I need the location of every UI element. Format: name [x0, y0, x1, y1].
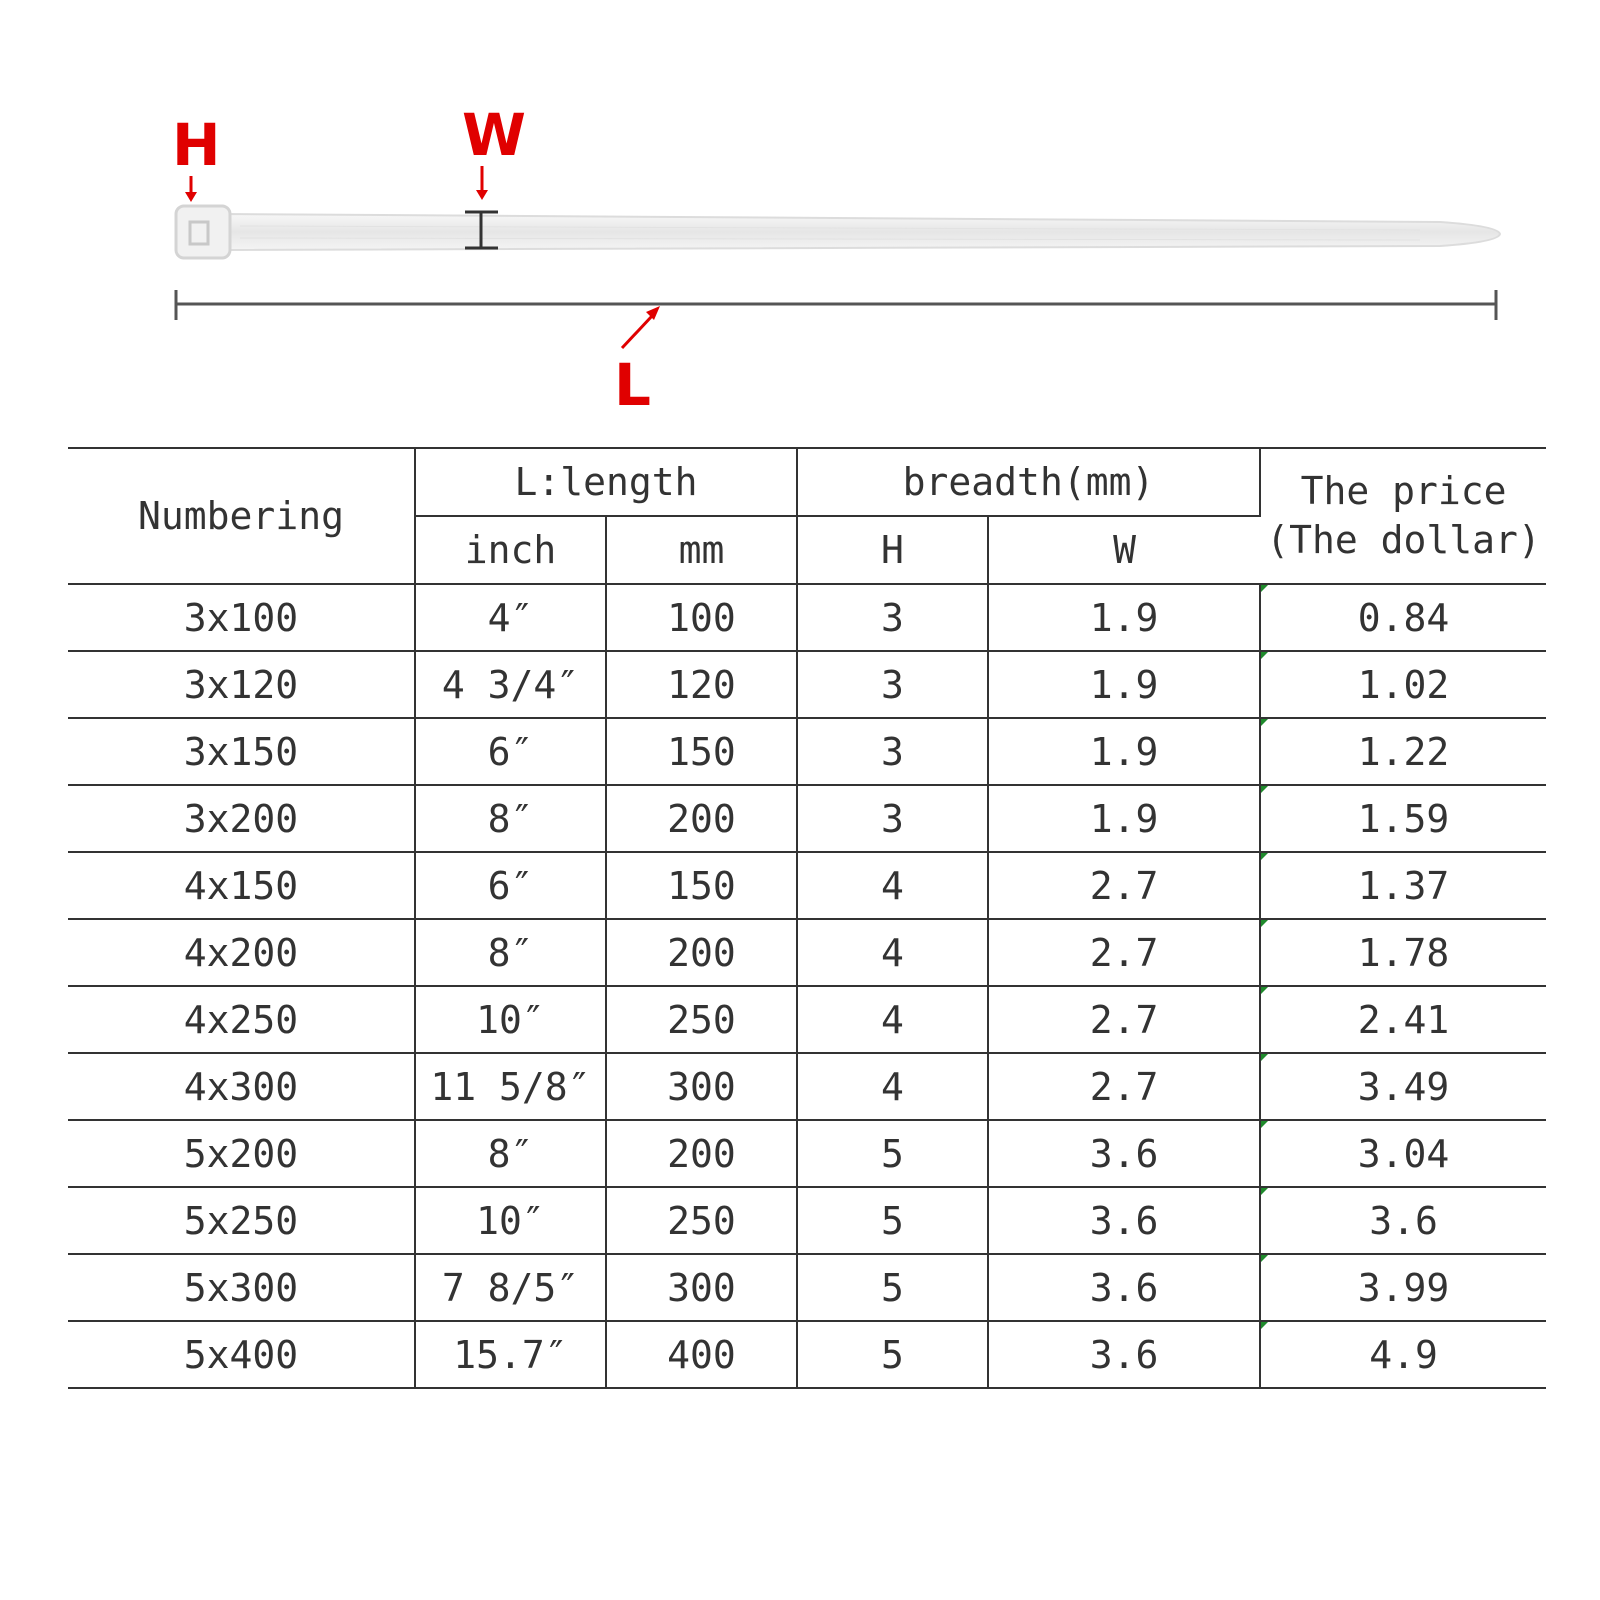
- table-row: [68, 584, 1546, 651]
- cell-price: 1.59: [1260, 785, 1546, 852]
- cell-h: 3: [797, 651, 988, 718]
- cell-mm: 100: [606, 584, 797, 651]
- header-numbering: Numbering: [68, 448, 415, 584]
- table-body: [68, 584, 1546, 1388]
- cell-inch: 15.7″: [415, 1321, 606, 1388]
- cell-mm: 200: [606, 919, 797, 986]
- cell-w: 1.9: [988, 584, 1260, 651]
- cell-price: 3.04: [1260, 1120, 1546, 1187]
- header-mm: mm: [606, 516, 797, 584]
- cell-price: 1.37: [1260, 852, 1546, 919]
- cell-price: 3.99: [1260, 1254, 1546, 1321]
- cell-price: 0.84: [1260, 584, 1546, 651]
- cell-h: 3: [797, 584, 988, 651]
- cell-inch: 4″: [415, 584, 606, 651]
- table-row: [68, 1120, 1546, 1187]
- header-w: W: [988, 516, 1260, 584]
- cell-inch: 8″: [415, 919, 606, 986]
- cell-h: 3: [797, 718, 988, 785]
- cell-price: 3.49: [1260, 1053, 1546, 1120]
- header-price: [1260, 448, 1546, 584]
- cell-numbering: 3x120: [68, 651, 415, 718]
- cell-numbering: 4x250: [68, 986, 415, 1053]
- cell-inch: 10″: [415, 986, 606, 1053]
- cell-numbering: 4x150: [68, 852, 415, 919]
- cell-numbering: 4x200: [68, 919, 415, 986]
- length-dimension-line: [176, 290, 1496, 320]
- cell-w: 2.7: [988, 986, 1260, 1053]
- header-price-line2: (The dollar): [1266, 518, 1541, 562]
- cable-tie-diagram: [0, 0, 1600, 430]
- length-label: L: [614, 351, 651, 419]
- cell-w: 3.6: [988, 1254, 1260, 1321]
- cell-h: 5: [797, 1120, 988, 1187]
- cell-inch: 7 8/5″: [415, 1254, 606, 1321]
- cell-w: 2.7: [988, 852, 1260, 919]
- table-row: [68, 785, 1546, 852]
- cell-numbering: 3x150: [68, 718, 415, 785]
- length-arrow: [622, 316, 652, 348]
- cell-inch: 4 3/4″: [415, 651, 606, 718]
- table-row: [68, 1254, 1546, 1321]
- cell-w: 1.9: [988, 718, 1260, 785]
- cell-w: 2.7: [988, 1053, 1260, 1120]
- cell-h: 4: [797, 986, 988, 1053]
- cable-tie-illustration: [0, 0, 1600, 430]
- specification-table: [68, 447, 1546, 1389]
- cell-price: 1.78: [1260, 919, 1546, 986]
- cell-price: 1.22: [1260, 718, 1546, 785]
- table-row: [68, 919, 1546, 986]
- table-row: [68, 718, 1546, 785]
- cell-mm: 400: [606, 1321, 797, 1388]
- cell-mm: 150: [606, 718, 797, 785]
- cell-numbering: 3x100: [68, 584, 415, 651]
- cell-price: 3.6: [1260, 1187, 1546, 1254]
- cell-h: 4: [797, 852, 988, 919]
- cell-price: 2.41: [1260, 986, 1546, 1053]
- width-label: W: [462, 101, 526, 169]
- cell-numbering: 5x300: [68, 1254, 415, 1321]
- cell-numbering: 4x300: [68, 1053, 415, 1120]
- cable-tie-head: [176, 206, 230, 258]
- cell-inch: 8″: [415, 1120, 606, 1187]
- table-row: [68, 1053, 1546, 1120]
- cell-mm: 120: [606, 651, 797, 718]
- header-length-group: L:length: [415, 448, 797, 516]
- cell-h: 5: [797, 1254, 988, 1321]
- cell-numbering: 5x200: [68, 1120, 415, 1187]
- cell-w: 1.9: [988, 785, 1260, 852]
- cell-w: 3.6: [988, 1120, 1260, 1187]
- cell-mm: 200: [606, 1120, 797, 1187]
- header-h: H: [797, 516, 988, 584]
- cell-inch: 6″: [415, 852, 606, 919]
- cell-h: 5: [797, 1187, 988, 1254]
- cell-mm: 200: [606, 785, 797, 852]
- cell-numbering: 5x400: [68, 1321, 415, 1388]
- cell-h: 3: [797, 785, 988, 852]
- table-row: [68, 852, 1546, 919]
- cell-inch: 11 5/8″: [415, 1053, 606, 1120]
- cell-w: 1.9: [988, 651, 1260, 718]
- cell-mm: 250: [606, 1187, 797, 1254]
- cell-price: 4.9: [1260, 1321, 1546, 1388]
- cell-w: 3.6: [988, 1187, 1260, 1254]
- cell-inch: 8″: [415, 785, 606, 852]
- cell-numbering: 5x250: [68, 1187, 415, 1254]
- table-row: [68, 1321, 1546, 1388]
- table-row: [68, 986, 1546, 1053]
- table-row: [68, 1187, 1546, 1254]
- cell-w: 2.7: [988, 919, 1260, 986]
- cable-tie-strap: [222, 214, 1500, 250]
- cell-mm: 300: [606, 1254, 797, 1321]
- cell-h: 5: [797, 1321, 988, 1388]
- cell-price: 1.02: [1260, 651, 1546, 718]
- cell-mm: 300: [606, 1053, 797, 1120]
- table-header: [68, 448, 1546, 584]
- cell-mm: 250: [606, 986, 797, 1053]
- header-breadth-group: breadth(mm): [797, 448, 1260, 516]
- table-row: [68, 651, 1546, 718]
- cell-inch: 6″: [415, 718, 606, 785]
- cell-h: 4: [797, 919, 988, 986]
- cell-w: 3.6: [988, 1321, 1260, 1388]
- cell-inch: 10″: [415, 1187, 606, 1254]
- header-price-line1: The price: [1300, 468, 1507, 513]
- height-label: H: [172, 111, 221, 179]
- cell-mm: 150: [606, 852, 797, 919]
- cell-h: 4: [797, 1053, 988, 1120]
- header-inch: inch: [415, 516, 606, 584]
- cell-numbering: 3x200: [68, 785, 415, 852]
